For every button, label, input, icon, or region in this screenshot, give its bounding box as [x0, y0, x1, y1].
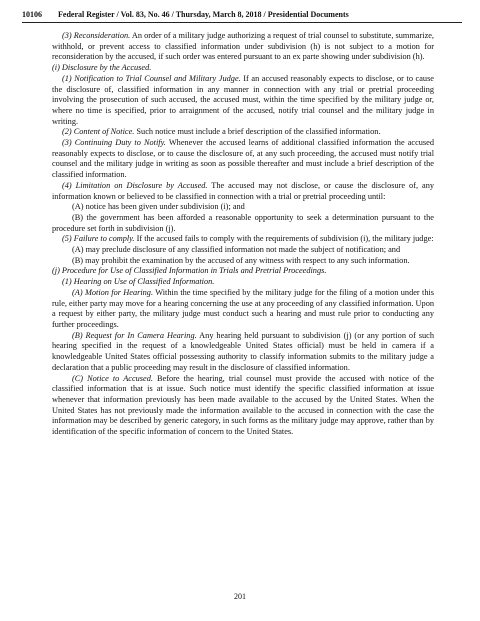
paragraph	[52, 138, 434, 181]
paragraph-text: The accused may not disclose, or cause the disclosure of, any information known or believed to be classified in connection with a trial or pretrial proceeding until:	[52, 180, 435, 201]
paragraph-text: If an accused reasonably expects to disclose, or to cause the disclosure of, classified information in any manner in connection with any trial or pretrial proceeding involving the prosecution of such accused, the accused must, within the time specified by the military judge or, where no time is specified, prior to arraignment of the accused, notify trial counsel and the military judge in writing.	[52, 73, 434, 126]
paragraph-text: (B) may prohibit the examination by the accused of any witness with respect to any such information.	[72, 255, 410, 265]
page-footer: 201	[234, 592, 246, 601]
paragraph	[52, 245, 434, 256]
paragraph	[52, 374, 434, 438]
paragraph-heading: (1) Notification to Trial Counsel and Military Judge.	[62, 73, 241, 83]
paragraph	[52, 213, 434, 234]
paragraph-text: Any hearing held pursuant to subdivision (j) (or any portion of such hearing specified in the request of a knowledgeable United States official) must be held in camera if a knowledgeable United States official possessing authority to classify information submits to the military judge a declaration that a public proceeding may result in the disclosure of classified information.	[52, 330, 434, 372]
paragraph	[52, 277, 434, 288]
paragraph-heading: (2) Content of Notice.	[62, 127, 135, 137]
paragraph-text: An order of a military judge authorizing a request of trial counsel to substitute, summarize, withhold, or prevent access to classified information under subdivision (h) is not subject to a motion for reconsideration by the accused, if such order was entered pursuant to an ex parte showing under subdivision (h).	[52, 31, 435, 62]
paragraph-text: Before the hearing, trial counsel must provide the accused with notice of the classified information that is at issue. Such notice must identify the specific classified information at issue whenever that information previously has been made available to the accused by the United States. When the United States has not previously made the information available to the accused in connection with the case the information may be described by generic category, in such forms as the military judge may approve, rather than by identification of the specific information of concern to the United States.	[52, 373, 434, 437]
page-header	[22, 10, 462, 20]
paragraph-heading: (i) Disclosure by the Accused.	[52, 63, 152, 73]
header-title: Federal Register / Vol. 83, No. 46 / Thursday, March 8, 2018 / Presidential Documents	[58, 10, 349, 19]
paragraph-heading: (j) Procedure for Use of Classified Information in Trials and Pretrial Proceedings.	[52, 266, 327, 276]
paragraph-text: Whenever the accused learns of additional classified information the accused reasonably expects to disclose, or to cause the disclosure of, at any such proceeding, the accused must notify trial counsel and the military judge in writing as soon as possible thereafter and must include a brief description of the classified information.	[52, 138, 434, 180]
paragraph-heading: (3) Continuing Duty to Notify.	[62, 138, 166, 148]
paragraph	[52, 288, 434, 331]
paragraph-heading: (B) Request for In Camera Hearing.	[72, 330, 197, 340]
paragraph	[52, 63, 434, 74]
paragraph	[52, 127, 434, 138]
paragraph-heading: (C) Notice to Accused.	[72, 373, 153, 383]
paragraph-text: (A) may preclude disclosure of any classified information not made the subject of notification; and	[72, 245, 401, 255]
paragraph	[52, 202, 434, 213]
paragraph	[52, 74, 434, 128]
paragraph-text: (A) notice has been given under subdivision (i); and	[72, 202, 245, 212]
paragraph-heading: (A) Motion for Hearing.	[72, 287, 154, 297]
paragraph	[52, 256, 434, 267]
document-body	[52, 31, 434, 438]
paragraph	[52, 331, 434, 374]
paragraph-heading: (4) Limitation on Disclosure by Accused.	[62, 180, 208, 190]
header-page-number: 10106	[22, 10, 42, 19]
paragraph	[52, 266, 434, 277]
header-rule	[22, 22, 462, 23]
paragraph-text: (B) the government has been afforded a reasonable opportunity to seek a determination pursuant to the procedure set forth in subdivision (j).	[52, 212, 434, 233]
paragraph	[52, 31, 434, 63]
paragraph-text: Within the time specified by the military judge for the filing of a motion under this rule, either party may move for a hearing concerning the use at any proceeding of any classified information. Upon a request by either party, the military judge must conduct such a hearing and must rule prior to conducting any further proceedings.	[52, 287, 434, 329]
paragraph-heading: (1) Hearing on Use of Classified Information.	[62, 277, 215, 287]
paragraph	[52, 181, 434, 202]
paragraph-heading: (5) Failure to comply.	[62, 234, 135, 244]
paragraph	[52, 234, 434, 245]
paragraph-heading: (3) Reconsideration.	[62, 31, 131, 40]
paragraph-text: Such notice must include a brief description of the classified information.	[134, 127, 381, 137]
paragraph-text: If the accused fails to comply with the requirements of subdivision (i), the military judge:	[134, 234, 434, 244]
